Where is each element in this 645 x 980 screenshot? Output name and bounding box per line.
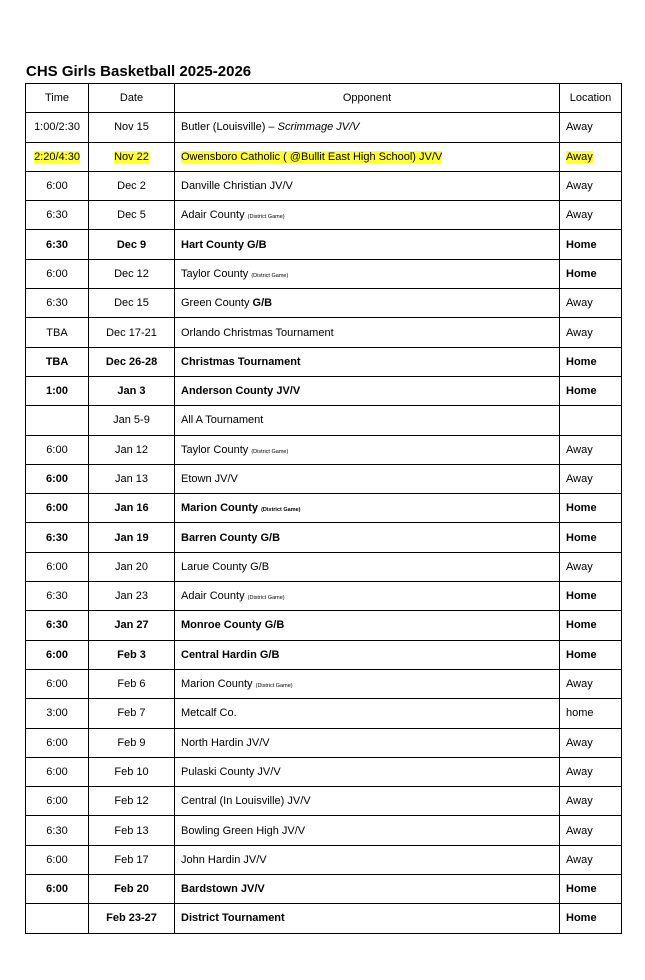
- table-row: [26, 171, 622, 200]
- game-date: Dec 26-28: [89, 347, 175, 376]
- game-time: 6:00: [26, 464, 89, 493]
- game-location: Away: [560, 757, 622, 786]
- table-row: [26, 787, 622, 816]
- page-title: CHS Girls Basketball 2025-2026: [26, 63, 252, 80]
- game-date: Feb 10: [89, 757, 175, 786]
- game-time: 6:00: [26, 494, 89, 523]
- game-time: 6:00: [26, 669, 89, 698]
- game-time: 6:00: [26, 552, 89, 581]
- game-location: Home: [560, 523, 622, 552]
- game-opponent: Bardstown JV/V: [175, 875, 560, 904]
- game-date: Jan 12: [89, 435, 175, 464]
- game-date: Jan 13: [89, 464, 175, 493]
- game-opponent: [175, 289, 560, 318]
- table-row: [26, 347, 622, 376]
- game-location: Away: [560, 464, 622, 493]
- table-row: [26, 640, 622, 669]
- table-row: [26, 699, 622, 728]
- game-time: 6:00: [26, 259, 89, 288]
- game-location: Away: [560, 435, 622, 464]
- table-header-row: [26, 84, 622, 113]
- opponent-name: Adair County: [181, 590, 245, 603]
- game-opponent: District Tournament: [175, 904, 560, 933]
- table-row: [26, 464, 622, 493]
- schedule-table: [25, 83, 622, 934]
- game-date: Feb 9: [89, 728, 175, 757]
- game-location: home: [560, 699, 622, 728]
- game-location: Away: [560, 318, 622, 347]
- game-location: Away: [560, 787, 622, 816]
- game-date: Feb 13: [89, 816, 175, 845]
- game-opponent: Etown JV/V: [175, 464, 560, 493]
- game-date: Dec 15: [89, 289, 175, 318]
- table-row: [26, 904, 622, 933]
- table-row: [26, 494, 622, 523]
- district-game-note: (District Game): [261, 507, 301, 514]
- table-row: [26, 201, 622, 230]
- game-time: 6:00: [26, 845, 89, 874]
- game-opponent: Danville Christian JV/V: [175, 171, 560, 200]
- game-location: Home: [560, 376, 622, 405]
- game-opponent: Anderson County JV/V: [175, 376, 560, 405]
- game-location: Away: [560, 171, 622, 200]
- header-date: Date: [89, 84, 175, 113]
- game-date: Dec 9: [89, 230, 175, 259]
- game-time: 6:00: [26, 640, 89, 669]
- game-location: [560, 142, 622, 171]
- game-location: Home: [560, 582, 622, 611]
- game-location: Away: [560, 669, 622, 698]
- table-row: [26, 523, 622, 552]
- game-opponent: John Hardin JV/V: [175, 845, 560, 874]
- game-date: Feb 17: [89, 845, 175, 874]
- district-game-note: (District Game): [247, 214, 285, 221]
- game-location: Home: [560, 640, 622, 669]
- game-location: Away: [560, 845, 622, 874]
- game-location: Home: [560, 230, 622, 259]
- table-row: [26, 230, 622, 259]
- game-time: TBA: [26, 318, 89, 347]
- table-row: [26, 113, 622, 142]
- table-row: [26, 289, 622, 318]
- district-game-note: (District Game): [247, 595, 285, 602]
- game-opponent: Bowling Green High JV/V: [175, 816, 560, 845]
- game-date: Nov 15: [89, 113, 175, 142]
- opponent-name: Butler (Louisville) –: [181, 121, 275, 134]
- game-date: Feb 23-27: [89, 904, 175, 933]
- opponent-name: Adair County: [181, 209, 245, 222]
- game-date: [89, 142, 175, 171]
- game-opponent: Metcalf Co.: [175, 699, 560, 728]
- game-location: Away: [560, 201, 622, 230]
- opponent-extra: Scrimmage JV/V: [277, 121, 360, 134]
- game-opponent: [175, 494, 560, 523]
- game-time: 6:30: [26, 230, 89, 259]
- game-time: [26, 406, 89, 435]
- highlighted-text: Owensboro Catholic ( @Bullit East High School) JV/V: [181, 150, 443, 163]
- game-date: Jan 23: [89, 582, 175, 611]
- game-date: Jan 3: [89, 376, 175, 405]
- game-location: Away: [560, 816, 622, 845]
- game-date: Dec 17-21: [89, 318, 175, 347]
- table-row: [26, 376, 622, 405]
- game-opponent: [175, 142, 560, 171]
- game-time: 6:00: [26, 757, 89, 786]
- game-opponent: [175, 113, 560, 142]
- game-date: Jan 5-9: [89, 406, 175, 435]
- game-opponent: [175, 669, 560, 698]
- game-location: Home: [560, 347, 622, 376]
- game-location: Away: [560, 728, 622, 757]
- table-row: [26, 611, 622, 640]
- game-date: Feb 12: [89, 787, 175, 816]
- game-time: 1:00/2:30: [26, 113, 89, 142]
- game-time: 6:00: [26, 875, 89, 904]
- header-opponent: Opponent: [175, 84, 560, 113]
- opponent-name: Marion County: [181, 502, 258, 515]
- table-row: [26, 757, 622, 786]
- game-time: 6:30: [26, 816, 89, 845]
- game-location: Home: [560, 904, 622, 933]
- game-date: Jan 20: [89, 552, 175, 581]
- game-time: 6:00: [26, 171, 89, 200]
- highlighted-text: Nov 22: [114, 150, 149, 163]
- table-row: [26, 552, 622, 581]
- game-time: TBA: [26, 347, 89, 376]
- district-game-note: (District Game): [251, 448, 289, 455]
- game-location: Home: [560, 875, 622, 904]
- opponent-extra: G/B: [252, 297, 273, 310]
- table-row: [26, 142, 622, 171]
- game-time: 6:30: [26, 582, 89, 611]
- game-opponent: Hart County G/B: [175, 230, 560, 259]
- game-location: Away: [560, 552, 622, 581]
- game-opponent: Christmas Tournament: [175, 347, 560, 376]
- opponent-name: Green County: [181, 297, 250, 310]
- game-opponent: [175, 201, 560, 230]
- game-date: Feb 3: [89, 640, 175, 669]
- table-row: [26, 582, 622, 611]
- opponent-name: Taylor County: [181, 443, 249, 456]
- game-opponent: Barren County G/B: [175, 523, 560, 552]
- game-time: 3:00: [26, 699, 89, 728]
- opponent-name: Taylor County: [181, 267, 249, 280]
- highlighted-text: Away: [566, 150, 593, 163]
- game-location: Away: [560, 113, 622, 142]
- table-row: [26, 318, 622, 347]
- game-opponent: [175, 435, 560, 464]
- game-time: 6:30: [26, 201, 89, 230]
- game-time: [26, 142, 89, 171]
- header-time: Time: [26, 84, 89, 113]
- table-row: [26, 816, 622, 845]
- table-row: [26, 259, 622, 288]
- table-row: [26, 435, 622, 464]
- table-row: [26, 669, 622, 698]
- district-game-note: (District Game): [251, 272, 289, 279]
- game-time: 6:30: [26, 523, 89, 552]
- game-date: Dec 5: [89, 201, 175, 230]
- game-opponent: North Hardin JV/V: [175, 728, 560, 757]
- game-location: [560, 406, 622, 435]
- header-location: Location: [560, 84, 622, 113]
- game-opponent: Orlando Christmas Tournament: [175, 318, 560, 347]
- game-time: 6:00: [26, 787, 89, 816]
- game-opponent: Central (In Louisville) JV/V: [175, 787, 560, 816]
- table-row: [26, 875, 622, 904]
- game-opponent: Pulaski County JV/V: [175, 757, 560, 786]
- game-opponent: [175, 259, 560, 288]
- table-row: [26, 406, 622, 435]
- game-opponent: Central Hardin G/B: [175, 640, 560, 669]
- game-date: Jan 19: [89, 523, 175, 552]
- game-location: Away: [560, 289, 622, 318]
- district-game-note: (District Game): [255, 683, 293, 690]
- game-opponent: [175, 582, 560, 611]
- game-opponent: All A Tournament: [175, 406, 560, 435]
- game-date: Dec 12: [89, 259, 175, 288]
- game-date: Dec 2: [89, 171, 175, 200]
- game-time: 6:00: [26, 728, 89, 757]
- game-date: Jan 27: [89, 611, 175, 640]
- game-opponent: Monroe County G/B: [175, 611, 560, 640]
- table-row: [26, 728, 622, 757]
- table-row: [26, 845, 622, 874]
- game-time: 6:00: [26, 435, 89, 464]
- game-time: 1:00: [26, 376, 89, 405]
- game-date: Jan 16: [89, 494, 175, 523]
- game-location: Home: [560, 494, 622, 523]
- game-date: Feb 20: [89, 875, 175, 904]
- game-location: Home: [560, 611, 622, 640]
- game-time: 6:30: [26, 611, 89, 640]
- game-date: Feb 6: [89, 669, 175, 698]
- game-time: 6:30: [26, 289, 89, 318]
- game-time: [26, 904, 89, 933]
- game-date: Feb 7: [89, 699, 175, 728]
- opponent-name: Marion County: [181, 678, 253, 691]
- highlighted-text: 2:20/4:30: [34, 150, 80, 163]
- game-opponent: Larue County G/B: [175, 552, 560, 581]
- game-location: Home: [560, 259, 622, 288]
